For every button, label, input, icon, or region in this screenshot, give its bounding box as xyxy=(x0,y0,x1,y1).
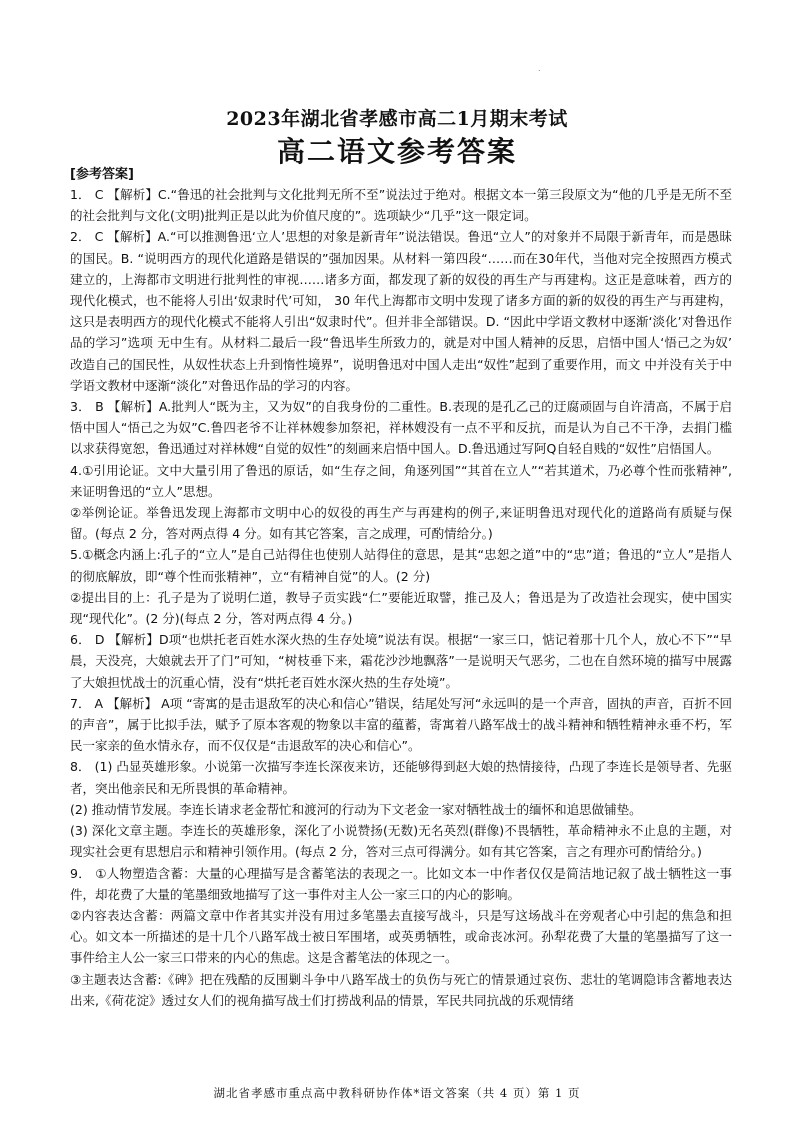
page-footer: 湖北省孝感市重点高中教科研协作体*语文答案（共 4 页）第 1 页 xyxy=(213,1086,581,1100)
exam-title: 2023年湖北省孝感市高二1月期末考试 xyxy=(226,108,568,130)
answer-paragraph: 9． ①人物塑造含蓄：大量的心理描写是含蓄笔法的表现之一。比如文本一中作者仅仅是简洁地记叙了战士牺牲这一事件，却花费了大量的笔墨细致地描写了这一事件对主人公一家三口的内心的影响。 xyxy=(70,865,732,902)
answer-paragraph: (2) 推动情节发展。李连长请求老金帮忙和渡河的行动为下文老金一家对牺牲战士的缅怀和追思做铺垫。 xyxy=(70,801,642,817)
answer-paragraph: ②举例论证。举鲁迅发现上海都市文明中心的奴役的再生产与再建构的例子,来证明鲁迅对现代化的道路尚有质疑与保留。(每点 2 分，答对两点得 4 分。如有其它答案，言之成理，可酌情给分。) xyxy=(70,505,732,542)
answer-paragraph: ③主题表达含蓄:《碑》把在残酷的反围剿斗争中八路军战士的负伤与死亡的情景通过哀伤、悲壮的笔调隐讳含蓄地表达出来,《荷花淀》透过女人们的视角描写战士们打捞战利品的情景，军民共同抗战的乐观情绪 xyxy=(70,971,732,1008)
answer-paragraph: ②提出目的上：孔子是为了说明仁道，教导子贡实践“仁”要能近取譬，推己及人；鲁迅是为了改造社会现实，使中国实现“现代化”。(2 分)(每点 2 分，答对两点得 4 分。) xyxy=(70,589,732,627)
answer-paragraph: 7． A 【解析】 A项 “寄寓的是击退敌军的决心和信心”错误，结尾处写河“永远叫的是一个声音，固执的声音，百折不回的声音”，属于比拟手法，赋予了原本客观的物象以丰富的蕴蓄，寄寓着八路军战士的战斗精神和牺牲精神永垂不朽，军民一家亲的鱼水情永存，而不仅仅是“击退敌军的决心和信心”。 xyxy=(70,695,732,754)
answer-paragraph: 5.①概念内涵上:孔子的“立人”是自己站得住也使别人站得住的意思，是其“忠恕之道”中的“忠”道；鲁迅的“立人”是指人的彻底解放，即“尊个性而张精神”，立“有精神自觉”的人。(2 分) xyxy=(70,547,732,584)
answer-paragraph: (3) 深化文章主题。李连长的英雄形象，深化了小说赞扬(无数)无名英烈(群像)不畏牺牲，革命精神永不止息的主题，对现实社会更有思想启示和精神引领作用。(每点 2 分，答对三点可得满分。如有其它答案，言之有理亦可酌情给分。) xyxy=(70,823,732,860)
document-title: 高二语文参考答案 xyxy=(276,135,517,168)
answer-paragraph: 4.①引用论证。文中大量引用了鲁迅的原话，如“生存之间，角逐列国”“其首在立人”“若其道术，乃必尊个性而张精神”,来证明鲁迅的“立人”思想。 xyxy=(70,462,732,499)
answer-paragraph: 6． D 【解析】D项“也烘托老百姓水深火热的生存处境”说法有误。根据“一家三口，惦记着那十几个人，放心不下”“早晨，天没亮，大娘就去开了门”可知，“树枝垂下来，霜花沙沙地飘落”一是说明天气恶劣，二也在自然环境的描写中展露了大娘担忧战士的沉重心情，没有“烘托老百姓水深火热的生存处境”。 xyxy=(70,632,732,690)
answer-paragraph: ②内容表达含蓄：两篇文章中作者其实并没有用过多笔墨去直接写战斗，只是写这场战斗在旁观者心中引起的焦急和担心。如文本一所描述的是十几个八路军战士被日军围堵，或英勇牺牲，或命丧冰河。孙犁花费了大量的笔墨描写了这一事件给主人公一家三口带来的内心的焦虑。这是含蓄笔法的体现之一。 xyxy=(70,907,732,966)
answer-paragraph: 1． C 【解析】C.“鲁迅的社会批判与文化批判无所不至”说法过于绝对。根据文本一第三段原文为“他的几乎是无所不至的社会批判与文化(文明)批判正是以此为价值尺度的”。选项缺少“几乎”这一限定词。 xyxy=(70,187,732,224)
answer-paragraph: 8． (1) 凸显英雄形象。小说第一次描写李连长深夜来访，还能够得到赵大娘的热情接待，凸现了李连长是领导者、先驱者，突出他亲民和无所畏惧的革命精神。 xyxy=(70,759,732,796)
answer-paragraph: 3． B 【解析】A.批判人“既为主，又为奴”的自我身份的二重性。B.表现的是孔乙己的迂腐顽固与自许清高，不属于启悟中国人“悟己之为奴”C.鲁四老爷不让祥林嫂参加祭祀，祥林嫂没有一点不平和反抗，而是认为自己不干净，去捐门槛以求获得宽恕，鲁迅通过对祥林嫂“自觉的奴性”的刻画来启悟中国人。D.鲁迅通过写阿Q自轻自贱的“奴性”启悟国人。 xyxy=(70,399,732,457)
top-dot: . xyxy=(538,64,541,73)
answer-content xyxy=(70,165,732,1011)
answer-paragraph: 2． C 【解析】A.“可以推测鲁迅‘立人’思想的对象是新青年”说法错误。鲁迅“立人”的对象并不局限于新青年，而是愚昧的国民。B. “说明西方的现代化道路是错误的”强加因果。从材料一第四段“……而在30年代，当他对完全按照西方模式建立的，上海都市文明进行批判性的审视……诸多方面，都发现了新的奴役的再生产与再建构。这正是意味着，西方的现代化模式，也不能将人引出‘奴隶时代’可知， 30 年代上海都市文明中发现了诸多方面的新的奴役的再生产与再建构，这只是表明西方的现代化模式不能将人引出“奴隶时代”。但并非全部错误。D. “因此中学语文教材中逐渐‘淡化’对鲁迅作品的学习”选项 无中生有。从材料二最后一段“鲁迅毕生所致力的，就是对中国人精神的反思，启悟中国人‘悟己之为奴’ 改造自己的国民性，从奴性状态上升到惰性境界”，说明鲁迅对中国人走出“奴性”起到了重要作用，而文 中并没有关于中学语文教材中逐渐“淡化”对鲁迅作品的学习的内容。 xyxy=(70,229,732,393)
section-label: [参考答案] xyxy=(70,167,134,182)
